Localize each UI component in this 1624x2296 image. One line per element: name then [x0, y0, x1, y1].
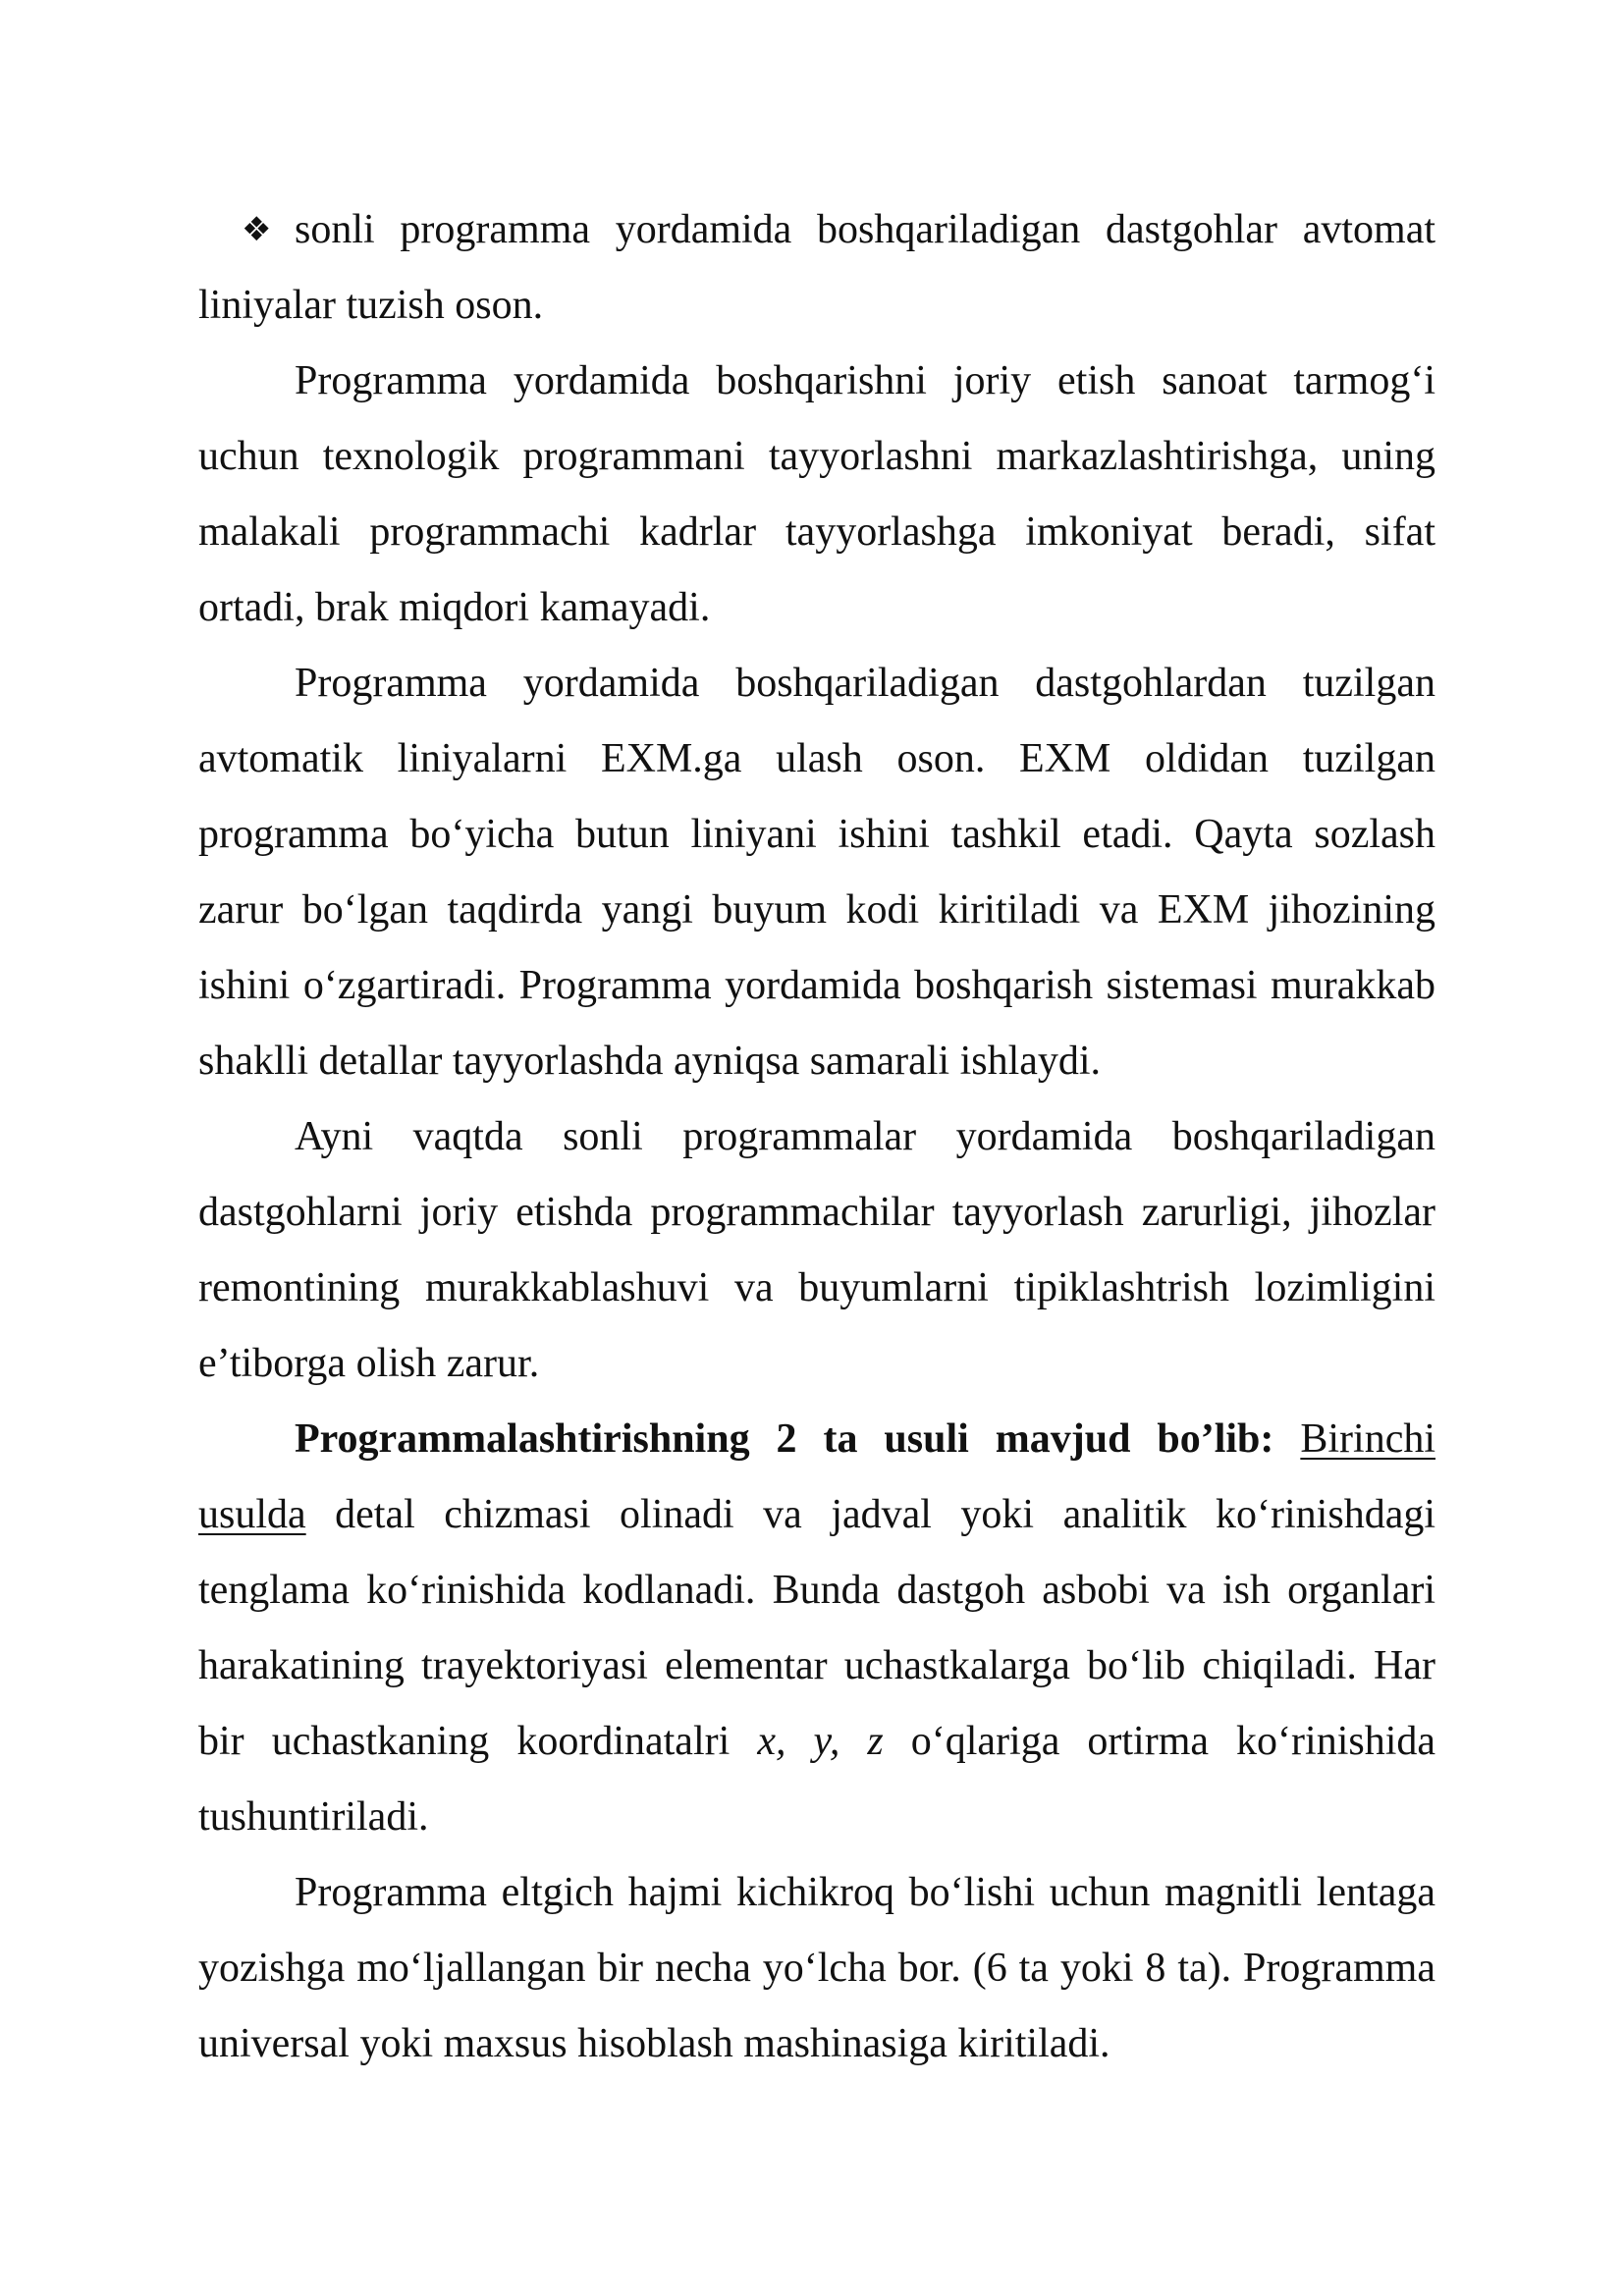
bullet-text: sonli programma yordamida boshqariladigan dastgohlar avtomat liniyalar tuzish oson.: [198, 207, 1435, 328]
paragraph-2: Programma yordamida boshqariladigan dastgohlardan tuzilgan avtomatik liniyalarni EXM.ga ulash oson. EXM oldidan tuzilgan programma bo‘yicha butun liniyani ishini tashkil etadi. Qayta sozlash zarur bo‘lgan taqdirda yangi buyum kodi kiritiladi va EXM jihozining ishini o‘zgartiradi. Programma yordamida boshqarish sistemasi murakkab shaklli detallar tayyorlashda ayniqsa samarali ishlaydi.: [198, 661, 1435, 1084]
methods-text-1: detal chizmasi olinadi va jadval yoki analitik ko‘rinishdagi tenglama ko‘rinishida kodlanadi. Bunda dastgoh asbobi va ish organlari harakatining trayektoriyasi elementar uchastkalarga bo‘lib chiqiladi. Har bir uchastkaning koordinatalri: [198, 1492, 1436, 1764]
methods-text-2: o‘qlariga ortirma ko‘rinishida tushuntiriladi.: [198, 1719, 1436, 1840]
methods-bold-lead: Programmalashtirishning 2 ta usuli mavjud bo’lib:: [295, 1416, 1274, 1462]
methods-underlined-phrase: Birinchi usulda: [198, 1416, 1436, 1537]
paragraph-3: Ayni vaqtda sonli programmalar yordamida boshqariladigan dastgohlarni joriy etishda programmachilar tayyorlash zarurligi, jihozlar remontining murakkablashuvi va buyumlarni tipiklashtrish lozimligini e’tiborga olish zarur.: [198, 1114, 1435, 1386]
methods-axes-italic: x, y, z: [757, 1719, 884, 1764]
methods-paragraph: [198, 1402, 1435, 1855]
document-page: [198, 192, 1435, 2082]
paragraph-1: Programma yordamida boshqarishni joriy etish sanoat tarmog‘i uchun texnologik programmani tayyorlashni markazlashtirishga, uning malakali programmachi kadrlar tayyorlashga imkoniyat beradi, sifat ortadi, brak miqdori kamayadi.: [198, 358, 1435, 630]
diamond-bullet-icon: ❖: [242, 210, 272, 249]
paragraph-last: Programma eltgich hajmi kichikroq bo‘lishi uchun magnitli lentaga yozishga mo‘ljallangan bir necha yo‘lcha bor. (6 ta yoki 8 ta). Programma universal yoki maxsus hisoblash mashinasiga kiritiladi.: [198, 1870, 1435, 2066]
bullet-item: [198, 192, 1435, 344]
